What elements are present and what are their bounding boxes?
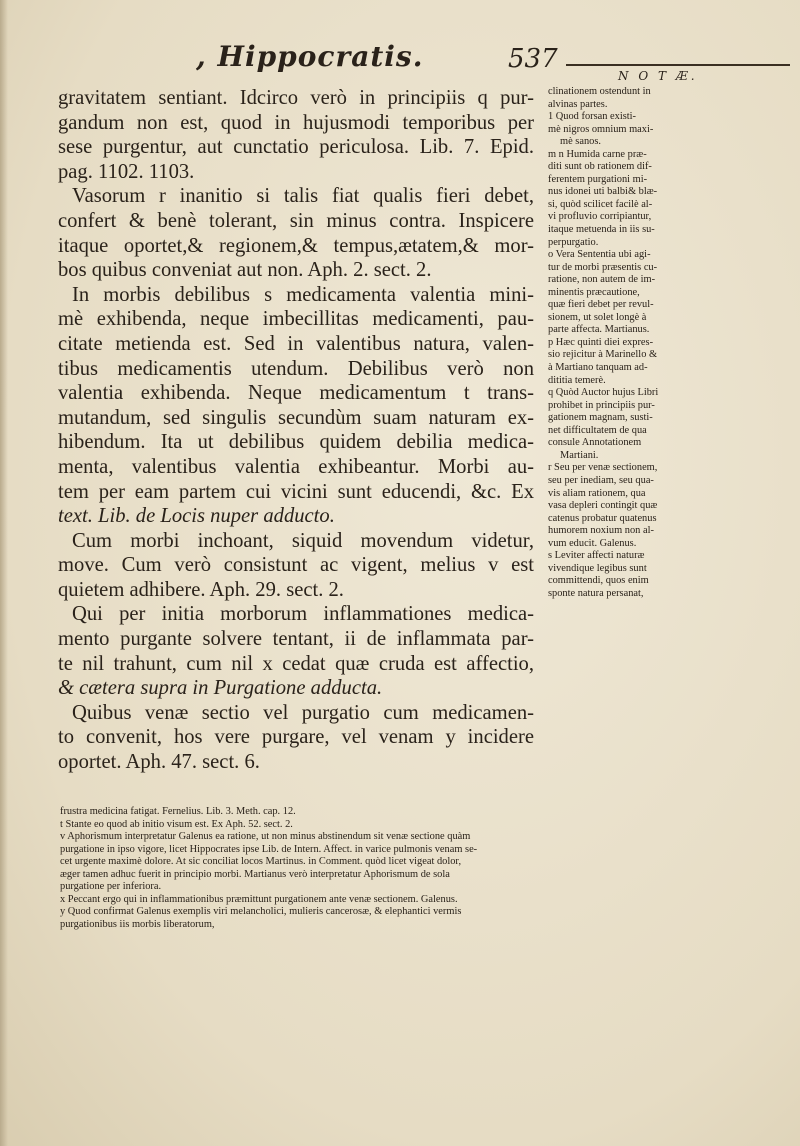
side-note-line: gationem magnam, susti- [548, 412, 653, 424]
side-note-line: mè sanos. [560, 136, 601, 148]
side-note-line: committendi, quos enim [548, 575, 649, 587]
main-text-line: Cum morbi inchoant, siquid movendum videtur, [72, 529, 534, 552]
main-text-line: & cætera supra in Purgatione adducta. [58, 677, 383, 700]
side-note-line: tur de morbi præsentis cu- [548, 261, 658, 273]
main-text-line: confert & benè tolerant, sin minus contra. Inspicere [58, 209, 534, 232]
main-text-line: menta, valentibus valentia exhibeantur. Morbi au- [58, 455, 534, 478]
main-text-line: mè exhibenda, neque imbecillitas medicamenti, pau- [58, 308, 534, 331]
footnote-line: frustra medicina fatigat. Fernelius. Lib. 3. Meth. cap. 12. [60, 806, 296, 817]
page-edge-shadow [0, 0, 8, 1146]
footnote-line: v Aphorismum interpretatur Galenus ea ratione, ut non minus abstinendum sit venæ sectione quàm [60, 831, 471, 843]
footnotes-block [60, 806, 790, 931]
main-text-line: mutandum, sed singulis secundùm suam naturam ex- [58, 406, 534, 429]
main-text-line: tibus medicamentis utendum. Debilibus verò non [58, 357, 534, 380]
side-note-line: à Martiano tanquam ad- [548, 362, 648, 374]
side-note-line: vasa depleri contingit quæ [548, 500, 658, 512]
main-text-line: Vasorum r inanitio si talis fiat qualis fieri debet, [72, 185, 534, 208]
footnote-line: t Stante eo quod ab initio visum est. Ex Aph. 52. sect. 2. [60, 818, 293, 830]
side-note-line: itaque metuenda in iis su- [548, 224, 655, 236]
notes-heading: N O T Æ. [618, 69, 698, 83]
side-note-line: seu per inediam, seu qua- [548, 474, 654, 486]
side-note-line: consule Annotationem [548, 437, 642, 449]
main-text-line: sese purgentur, aut cunctatio periculosa. Lib. 7. Epid. [58, 136, 534, 159]
side-note-line: m n Humida carne præ- [548, 148, 647, 160]
side-note-line: ferentem purgationi mi- [548, 173, 648, 185]
main-text-line: Quibus venæ sectio vel purgatio cum medicamen- [72, 701, 534, 724]
main-text-line: bos quibus conveniat aut non. Aph. 2. sect. 2. [58, 259, 432, 282]
side-note-line: vivendique legibus sunt [548, 562, 647, 574]
side-note-line: alvinas partes. [548, 98, 608, 110]
header-rule [566, 64, 790, 66]
side-note-line: dititia temerè. [548, 374, 606, 386]
side-note-line: vum educit. Galenus. [548, 537, 637, 549]
side-note-line: Martiani. [560, 449, 599, 461]
main-text-line: pag. 1102. 1103. [58, 160, 195, 183]
footnote-line: cet urgente maximè dolore. At sic conciliat locos Martinus. in Comment. quòd licet vigeat dolor, [60, 856, 462, 868]
side-note-line: sio rejicitur à Marinello & [548, 349, 658, 361]
footnote-line: purgationibus iis morbis liberatorum, [60, 918, 215, 930]
footnote-line: æger tamen adhuc fuerit in principio morbi. Martianus verò interpretatur Aphorismum de sola [60, 868, 450, 880]
side-note-line: r Seu per venæ sectionem, [548, 462, 658, 474]
page-number: 537 [508, 44, 558, 74]
side-note-line: s Leviter affecti naturæ [548, 550, 645, 562]
side-note-line: 1 Quod forsan existi- [548, 111, 637, 123]
side-note-line: perpurgatio. [548, 236, 599, 248]
side-notes-column [548, 86, 796, 600]
side-note-line: vi profluvio corripiantur, [548, 211, 652, 223]
main-text-line: valentia exhibenda. Neque medicamentum t trans- [58, 382, 534, 405]
main-text-line: mento purgante solvere tentant, ii de inflammata par- [58, 628, 534, 651]
footnote-line: purgatione per inferiora. [60, 881, 162, 893]
main-text-line: In morbis debilibus s medicamenta valentia mini- [72, 283, 534, 306]
footnote-line: purgatione in ipso vigore, licet Hippocrates ipse Lib. de Intern. Affect. in varice pulmonis venam se- [60, 843, 478, 855]
main-text-line: itaque oportet,& regionem,& tempus,ætatem,& mor- [58, 234, 534, 257]
side-note-line: clinationem ostendunt in [548, 86, 651, 97]
main-text-line: gravitatem sentiant. Idcirco verò in principiis q pur- [58, 87, 534, 109]
main-text-line: oportet. Aph. 47. sect. 6. [58, 751, 260, 774]
side-note-line: p Hæc quinti diei expres- [548, 336, 654, 348]
footnote-line: y Quod confirmat Galenus exemplis viri melancholici, mulieris cancerosæ, & elephantici vermis [60, 906, 462, 918]
main-text-line: text. Lib. de Locis nuper adducto. [58, 505, 335, 528]
side-note-line: diti sunt ob rationem dif- [548, 161, 652, 173]
side-note-line: parte affecta. Martianus. [548, 324, 650, 336]
side-note-line: nus idonei uti balbi& blæ- [548, 186, 658, 198]
footnote-line: x Peccant ergo qui in inflammationibus præmittunt purgationem ante venæ sectionem. Galenus. [60, 893, 458, 905]
side-note-line: mè nigros omnium maxi- [548, 123, 654, 135]
side-note-line: sionem, ut solet longè à [548, 311, 647, 323]
main-text-line: hibendum. Ita ut debilibus quidem debilia medica- [58, 431, 534, 454]
main-text-line: move. Cum verò consistunt ac vigent, melius v est [58, 554, 534, 577]
side-note-line: vis aliam rationem, qua [548, 487, 646, 499]
side-note-line: ratione, non autem de im- [548, 274, 656, 286]
main-text-line: quietem adhibere. Aph. 29. sect. 2. [58, 578, 344, 601]
running-title: , Hippocratis. [196, 40, 424, 73]
side-note-line: humorem noxium non al- [548, 525, 654, 537]
side-note-line: quæ fieri debet per revul- [548, 299, 654, 311]
side-note-line: sponte natura persanat, [548, 587, 644, 599]
side-note-line: minentis præcautione, [548, 286, 640, 298]
main-text-line: to convenit, hos vere purgare, vel venam y incidere [58, 726, 534, 749]
side-note-line: prohibet in principiis pur- [548, 399, 655, 411]
side-note-line: q Quòd Auctor hujus Libri [548, 387, 659, 399]
side-note-line: net difficultatem de qua [548, 424, 647, 436]
side-note-line: o Vera Sententia ubi agi- [548, 249, 651, 261]
main-text-line: gandum non est, quod in hujusmodi temporibus per [58, 111, 534, 134]
main-text-line: tem per eam partem cui vicini sunt educendi, &c. Ex [58, 480, 534, 503]
main-text-line: te nil trahunt, cum nil x cedat quæ cruda est affectio, [58, 652, 534, 675]
main-text-line: citate metienda est. Sed in valentibus natura, valen- [58, 332, 534, 355]
main-text-column [58, 86, 534, 775]
side-note-line: catenus probatur quatenus [548, 512, 657, 524]
side-note-line: si, quòd scilicet facilè al- [548, 198, 653, 210]
main-text-line: Qui per initia morborum inflammationes medica- [72, 603, 534, 626]
